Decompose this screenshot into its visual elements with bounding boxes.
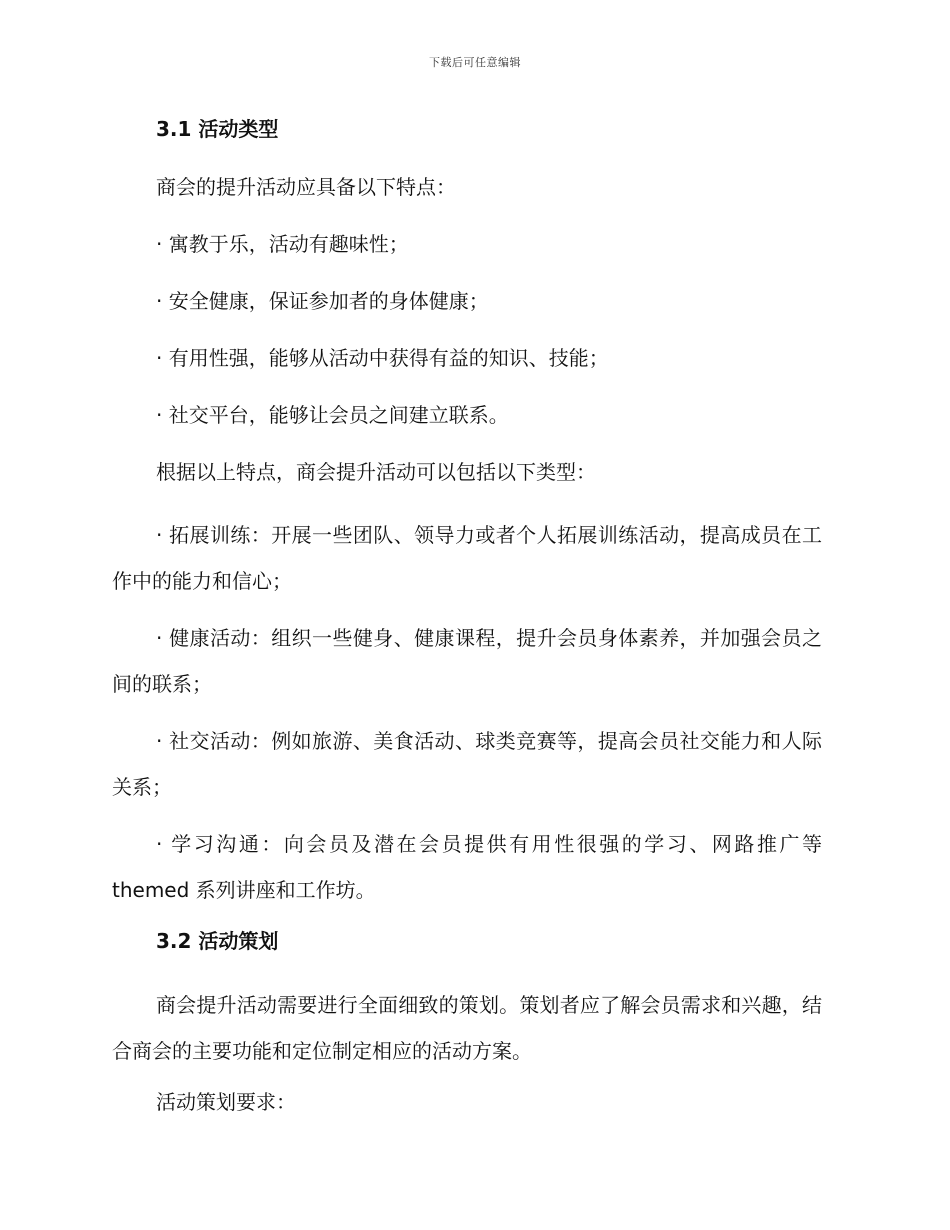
document-body <box>112 112 822 1142</box>
header-note: 下载后可任意编辑 <box>429 56 521 69</box>
type-item: · 拓展训练：开展一些团队、领导力或者个人拓展训练活动，提高成员在工作中的能力和信心； <box>112 523 822 593</box>
type-item: · 学习沟通：向会员及潜在会员提供有用性很强的学习、网路推广等themed 系列讲座和工作坊。 <box>112 832 822 902</box>
feature-item: · 寓教于乐，活动有趣味性； <box>156 232 409 256</box>
feature-item: · 有用性强，能够从活动中获得有益的知识、技能； <box>156 346 609 370</box>
type-item: · 社交活动：例如旅游、美食活动、球类竞赛等，提高会员社交能力和人际关系； <box>112 729 822 799</box>
type-item: · 健康活动：组织一些健身、健康课程，提升会员身体素养，并加强会员之间的联系； <box>112 626 822 696</box>
feature-item: · 安全健康，保证参加者的身体健康； <box>156 289 489 313</box>
types-intro: 根据以上特点，商会提升活动可以包括以下类型： <box>156 460 596 484</box>
requirements-intro: 活动策划要求： <box>156 1090 296 1114</box>
section-heading-3-1: 3.1 活动类型 <box>156 117 279 141</box>
feature-item: · 社交平台，能够让会员之间建立联系。 <box>156 403 509 427</box>
planning-body: 商会提升活动需要进行全面细致的策划。策划者应了解会员需求和兴趣，结合商会的主要功能和定位制定相应的活动方案。 <box>112 993 822 1063</box>
section-heading-3-2: 3.2 活动策划 <box>156 929 279 953</box>
features-intro: 商会的提升活动应具备以下特点： <box>156 175 456 199</box>
